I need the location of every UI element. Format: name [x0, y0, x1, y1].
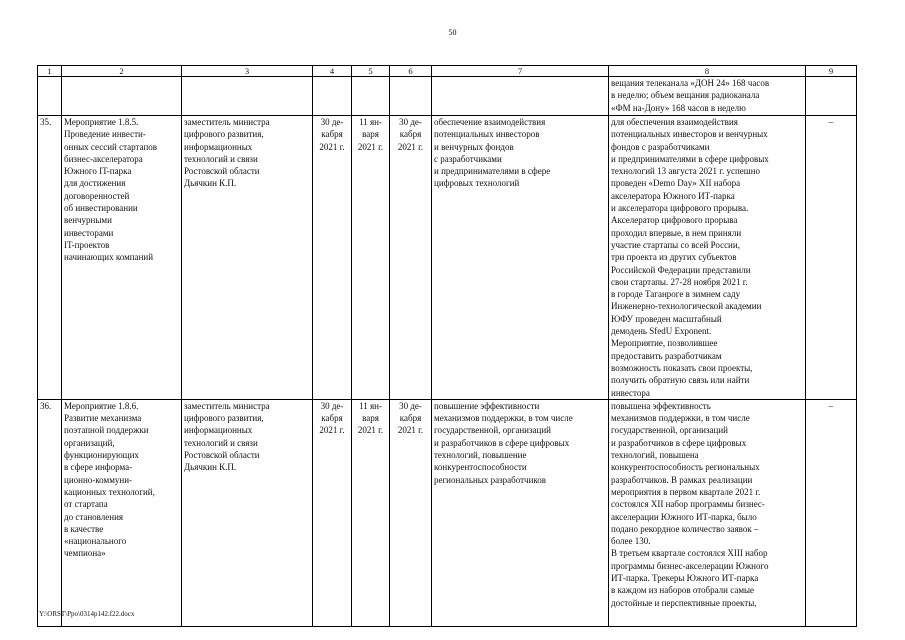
text-line: подано рекордное количество заявок – [611, 523, 759, 534]
text-line: вещания телеканала «ДОН 24» 168 часов [611, 78, 770, 88]
text-line: Мероприятие, позволившее [611, 338, 718, 349]
responsible-cell [182, 399, 313, 626]
text-line: в городе Таганроге в зимнем саду [611, 289, 741, 300]
text-line: состоялся XII набор программы бизнес- [611, 499, 765, 510]
responsible-cell [182, 116, 313, 400]
text-line: технологий и связи [184, 153, 258, 164]
header-cell: 2 [62, 66, 182, 77]
text-line: 30 де- [399, 400, 422, 411]
text-line: «национального [64, 536, 127, 547]
text-line: заместитель министра [184, 400, 270, 411]
header-cell: 8 [609, 66, 806, 77]
text-line: IT-проектов [64, 239, 110, 250]
header-cell: 6 [390, 66, 432, 77]
text-line: бизнес-акселератора [64, 153, 143, 164]
planned-date-cell [313, 116, 352, 400]
text-line: ЮФУ проведен масштабный [611, 313, 722, 324]
text-line: акселератора Южного ИТ-парка [611, 190, 735, 201]
result-cell [609, 77, 806, 116]
text-line: инвесторами [64, 227, 114, 238]
text-line: Мероприятие 1.8.6. [64, 400, 139, 411]
text-line: технологий, повышение [434, 450, 527, 461]
text-line: 11 ян- [359, 400, 382, 411]
text-line: кабря [399, 413, 422, 424]
text-line: потенциальных инвесторов и венчурных [611, 129, 768, 140]
text-line: информационных [184, 425, 253, 436]
note-cell: – [806, 116, 857, 400]
table-row [38, 116, 857, 400]
header-row [38, 66, 857, 77]
text-line: повышение эффективности [434, 400, 540, 411]
text-line: 2021 г. [319, 425, 345, 436]
text-line: кабря [321, 129, 343, 140]
text-line: технологий, повышена [611, 450, 699, 461]
header-cell: 3 [182, 66, 313, 77]
text-line: начинающих компаний [64, 252, 154, 263]
text-line: разработчиков. В рамках реализации [611, 474, 753, 485]
text-line: для обеспечения взаимодействия [611, 117, 738, 127]
text-line: Мероприятие 1.8.5. [64, 117, 139, 127]
text-line: более 130. [611, 536, 651, 547]
text-line: Дьячкин К.П. [184, 462, 237, 473]
row-number: 36. [38, 399, 62, 626]
text-line: 30 де- [320, 117, 344, 127]
text-line: 2021 г. [357, 141, 384, 152]
text-line: и разработчиков в сфере цифровых [434, 437, 570, 448]
text-line: технологий 13 августа 2021 г. успешно [611, 166, 761, 177]
text-line: мероприятия в первом квартале 2021 г. [611, 486, 761, 497]
text-line: Проведение инвести- [64, 129, 146, 140]
text-line: кабря [321, 413, 343, 424]
expected-result-cell [432, 116, 609, 400]
text-line: 2021 г. [357, 425, 384, 436]
text-line: в сфере информа- [64, 462, 133, 473]
text-line: «ФМ на-Дону» 168 часов в неделю [611, 102, 746, 113]
text-line: и разработчиков в сфере цифровых [611, 437, 747, 448]
text-line: Южного IT-парка [64, 166, 132, 177]
text-line: свои стартапы. 27-28 ноября 2021 г. [611, 276, 748, 287]
text-line: заместитель министра [184, 117, 270, 127]
text-line: цифровых технологий [434, 178, 520, 189]
header-cell: 9 [806, 66, 857, 77]
text-line: и венчурных фондов [434, 141, 514, 152]
text-line: конкурентоспособности [434, 462, 527, 473]
text-line: кабря [399, 129, 422, 140]
text-line: в неделю; объем вещания радиоканала [611, 90, 760, 101]
text-line: в качестве [64, 523, 104, 534]
text-line: обеспечение взаимодействия [434, 117, 546, 127]
measures-table [37, 65, 857, 627]
text-line: 2021 г. [397, 425, 424, 436]
text-line: конкурентоспособность региональных [611, 462, 760, 473]
text-line: получить обратную связь или найти [611, 375, 750, 386]
text-line: и акселератора цифрового прорыва. [611, 203, 749, 214]
text-line: государственной, организаций [434, 425, 551, 436]
text-line: акселерации Южного ИТ-парка, было [611, 511, 757, 522]
text-line: Акселератор цифрового прорыва [611, 215, 738, 226]
text-line: предоставить разработчикам [611, 350, 722, 361]
text-line: Развитие механизма [64, 413, 142, 424]
text-line: Дьячкин К.П. [184, 178, 237, 189]
table-row [38, 399, 857, 626]
header-cell: 1 [38, 66, 62, 77]
text-line: ИТ-парка. Трекеры Южного ИТ-парка [611, 572, 759, 583]
text-line: и предпринимателями в сфере цифровых [611, 153, 769, 164]
text-line: 11 ян- [359, 117, 382, 127]
text-line: возможность показать свои проекты, [611, 362, 753, 373]
text-line: об инвестировании [64, 203, 138, 214]
text-line: Ростовской области [184, 166, 260, 177]
text-line: проходил впервые, в нем приняли [611, 227, 742, 238]
start-date-cell [352, 116, 390, 400]
text-line: технологий и связи [184, 437, 258, 448]
note-cell: – [806, 399, 857, 626]
text-line: достойные и перспективные проекты, [611, 597, 757, 608]
header-cell: 7 [432, 66, 609, 77]
text-line: венчурными [64, 215, 112, 226]
text-line: демодень SfedU Exponent. [611, 326, 712, 337]
text-line: механизмов поддержки, в том числе [611, 413, 750, 424]
text-line: Российской Федерации представили [611, 264, 751, 275]
text-line: проведен «Demo Day» XII набора [611, 178, 741, 189]
continuation-row [38, 77, 857, 116]
text-line: варя [362, 129, 379, 140]
text-line: онных сессий стартапов [64, 141, 158, 152]
text-line: в каждом из наборов отобрали самые [611, 585, 755, 596]
text-line: государственной, организаций [611, 425, 728, 436]
text-line: ционно-коммуни- [64, 474, 133, 485]
result-cell [609, 116, 806, 400]
text-line: организаций, [64, 437, 115, 448]
text-line: кационных технологий, [64, 486, 155, 497]
text-line: 2021 г. [397, 141, 424, 152]
text-line: поэтапной поддержки [64, 425, 149, 436]
text-line: чемпиона» [64, 548, 106, 559]
text-line: цифрового развития, [184, 129, 264, 140]
measure-cell [62, 399, 182, 626]
text-line: потенциальных инвесторов [434, 129, 540, 140]
text-line: Ростовской области [184, 450, 260, 461]
text-line: повышена эффективность [611, 400, 711, 411]
text-line: три проекта из других субъектов [611, 252, 737, 263]
text-line: 2021 г. [319, 141, 345, 152]
header-cell: 5 [352, 66, 390, 77]
start-date-cell [352, 399, 390, 626]
text-line: Инженерно-технологической академии [611, 301, 762, 312]
measure-cell [62, 116, 182, 400]
text-line: В третьем квартале состоялся XIII набор [611, 548, 768, 559]
text-line: с разработчиками [434, 153, 502, 164]
text-line: функционирующих [64, 450, 139, 461]
expected-result-cell [432, 399, 609, 626]
text-line: договоренностей [64, 190, 130, 201]
text-line: 30 де- [320, 400, 344, 411]
header-cell: 4 [313, 66, 352, 77]
text-line: от стартапа [64, 499, 108, 510]
text-line: цифрового развития, [184, 413, 264, 424]
page-number: 50 [448, 28, 457, 37]
end-date-cell [390, 116, 432, 400]
planned-date-cell [313, 399, 352, 626]
footer-path: Y:\ORST\Ppo\0314p142.f22.docx [39, 610, 135, 618]
end-date-cell [390, 399, 432, 626]
text-line: и предпринимателями в сфере [434, 166, 551, 177]
text-line: участие стартапы со всей России, [611, 239, 740, 250]
text-line: 30 де- [399, 117, 422, 127]
text-line: варя [362, 413, 379, 424]
text-line: программы бизнес-акселерации Южного [611, 560, 769, 571]
text-line: до становления [64, 511, 124, 522]
text-line: инвестора [611, 387, 650, 398]
row-number: 35. [38, 116, 62, 400]
text-line: для достижения [64, 178, 126, 189]
text-line: региональных разработчиков [434, 474, 547, 485]
text-line: информационных [184, 141, 253, 152]
text-line: механизмов поддержки, в том числе [434, 413, 573, 424]
result-cell [609, 399, 806, 626]
text-line: фондов с разработчиками [611, 141, 710, 152]
